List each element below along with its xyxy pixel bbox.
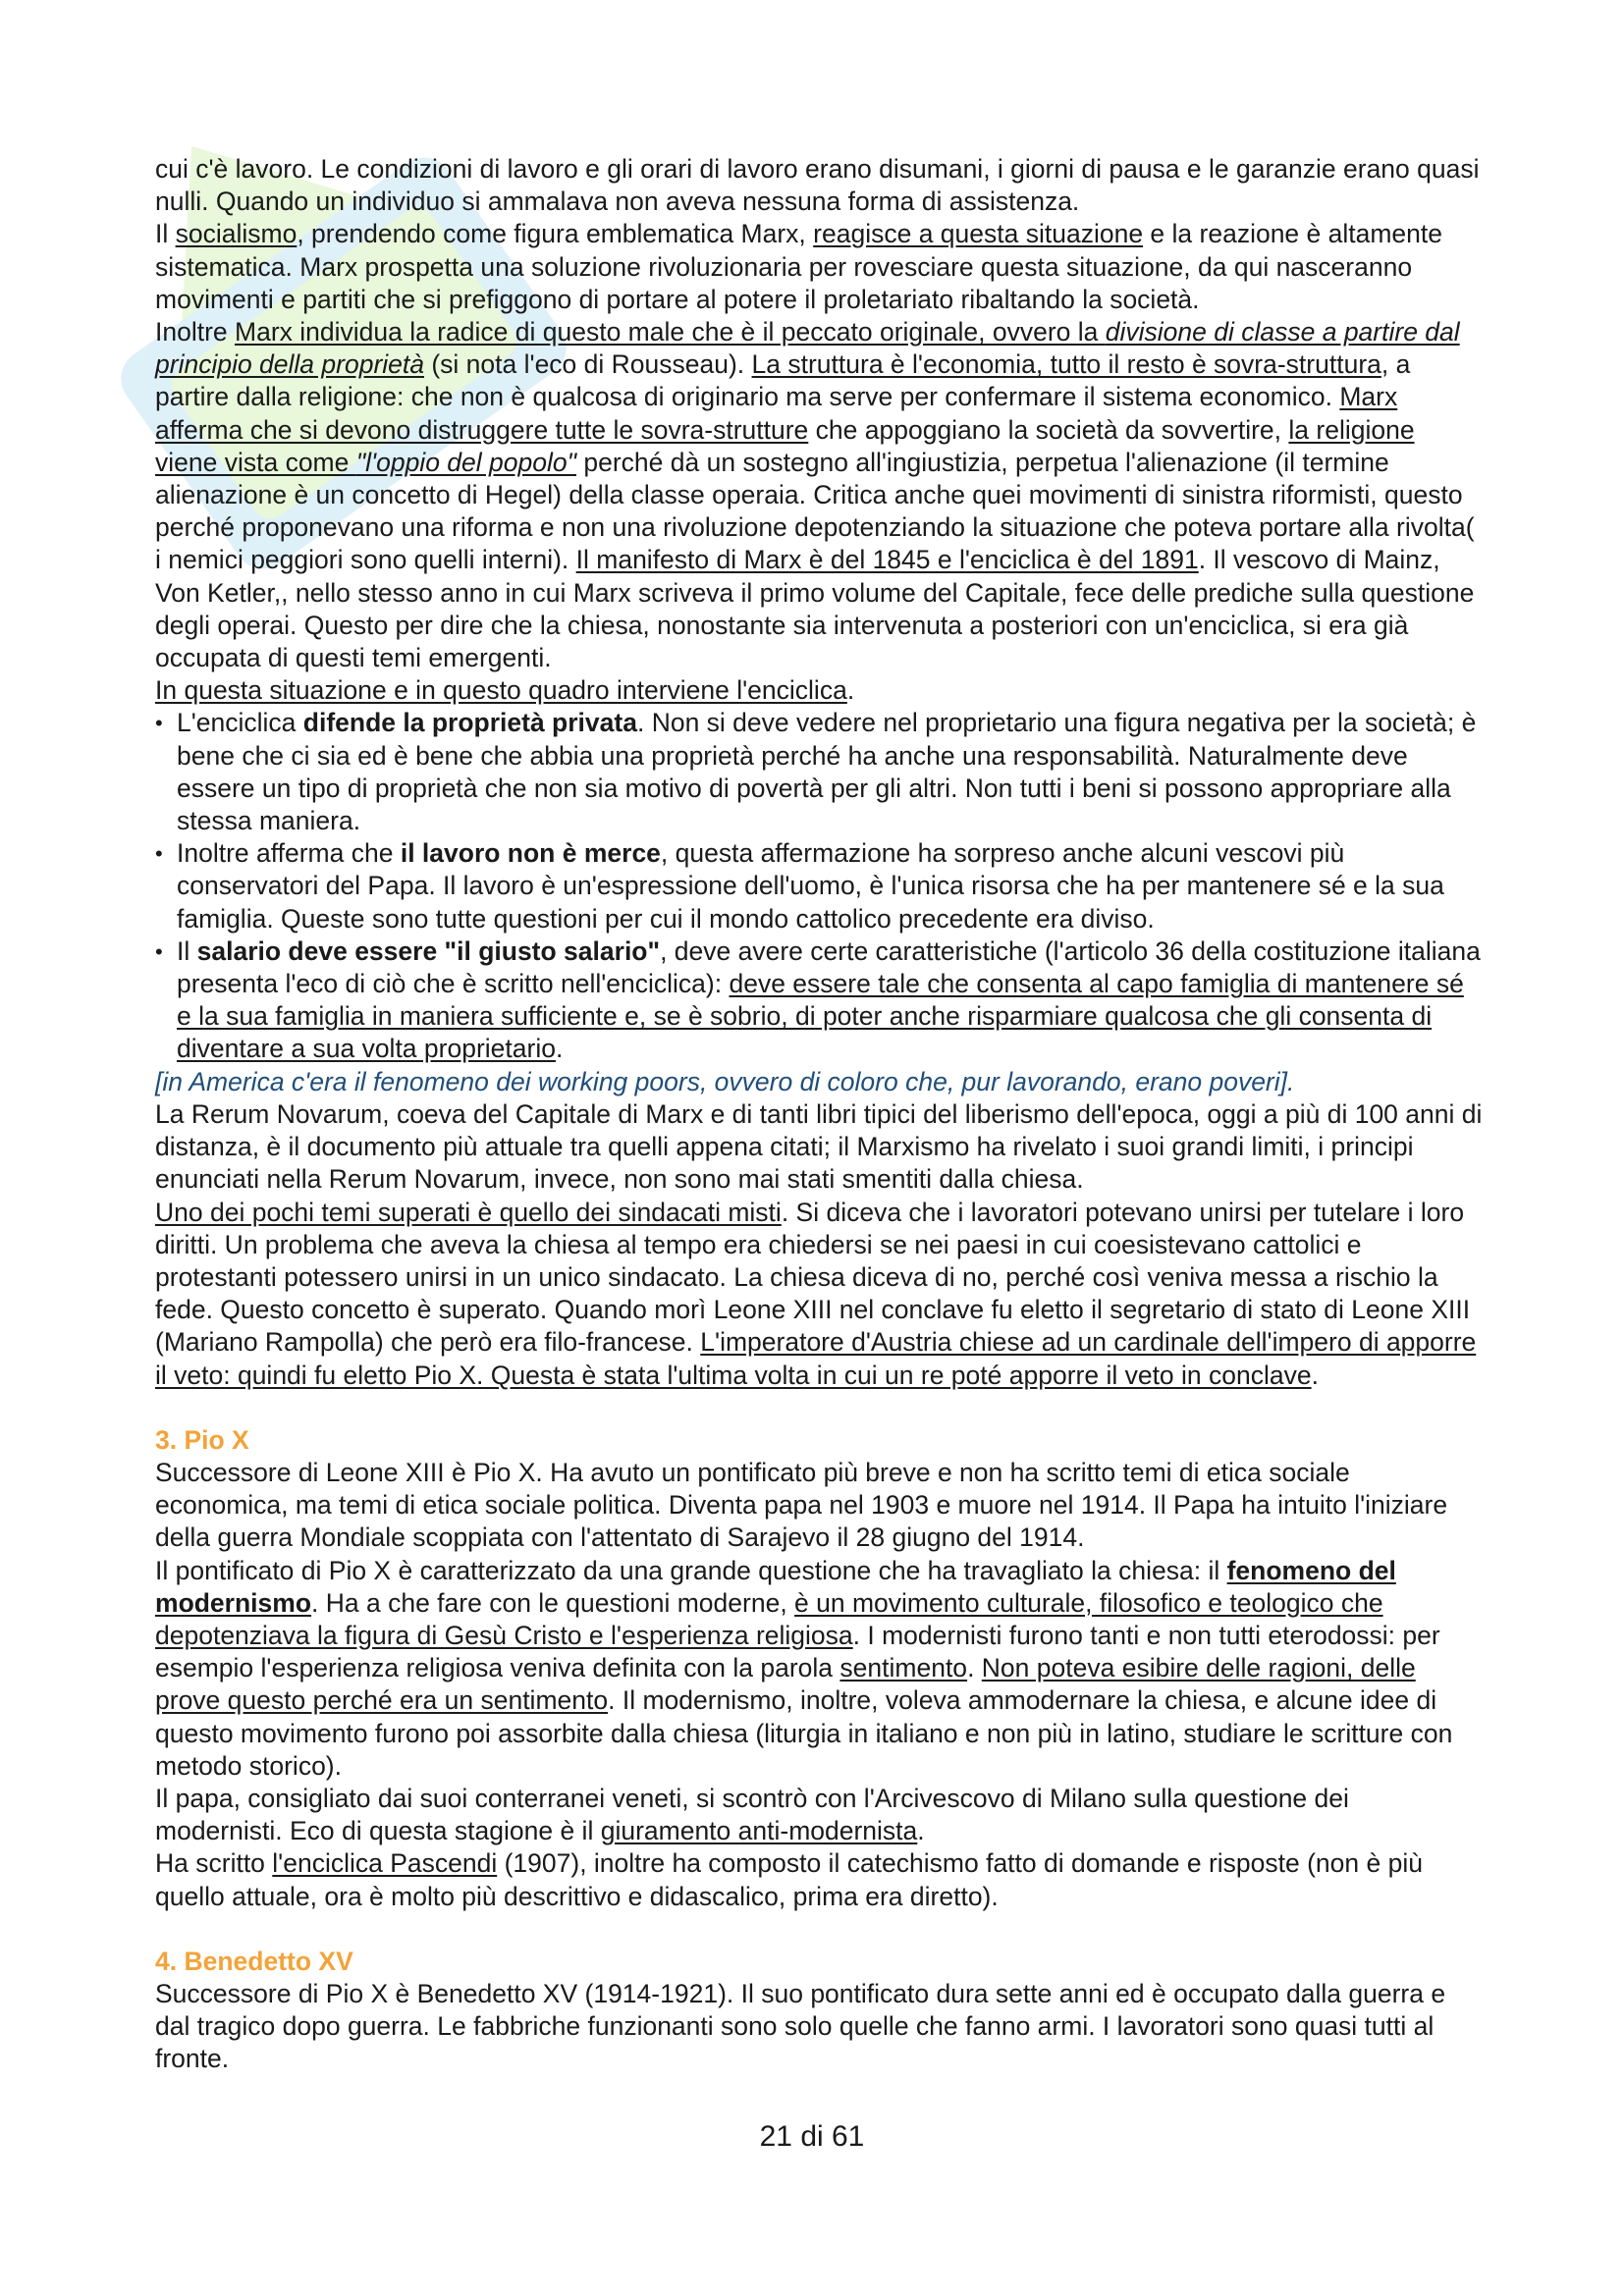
paragraph: Successore di Leone XIII è Pio X. Ha avuto un pontificato più breve e non ha scritto temi di etica sociale economica, ma temi di etica sociale politica. Diventa papa nel 1903 e muore nel 1914. Il Papa ha intuito l'iniziare della guerra Mondiale scoppiata con l'attentato di Sarajevo il 28 giugno del 1914. [155,1457,1448,1553]
page-number: 21 di 61 [759,2120,865,2153]
paragraph: Il papa, consigliato dai suoi conterranei veneti, si scontrò con l'Arcivescovo di Milano sulla questione dei modernisti. Eco di questa stagione è il giuramento anti-modernista. [155,1783,1349,1846]
paragraph: Inoltre Marx individua la radice di questo male che è il peccato originale, ovvero la divisione di classe a partire dal principio della proprietà (si nota l'eco di Rousseau). La struttura è l'economia, tutto il resto è sovra-struttura, a partire dalla religione: che non è qualcosa di originario ma serve per confermare il sistema economico. Marx afferma che si devono distruggere tutte le sovra-strutture che appoggiano la società da sovvertire, la religione viene vista come "l'oppio del popolo" perché dà un sostegno all'ingiustizia, perpetua l'alienazione (il termine alienazione è un concetto di Hegel) della classe operaia. Critica anche quei movimenti di sinistra riformisti, questo perché proponevano una riforma e non una rivoluzione depotenziando la situazione che poteva portare alla rivolta( i nemici peggiori sono quelli interni). Il manifesto di Marx è del 1845 e l'enciclica è del 1891. Il vescovo di Mainz, Von Ketler,, nello stesso anno in cui Marx scriveva il primo volume del Capitale, fece delle prediche sulla questione degli operai. Questo per dire che la chiesa, nonostante sia intervenuta a posteriori con un'enciclica, si era già occupata di questi temi emergenti. [155,317,1475,673]
bullet-list [155,707,1483,1065]
paragraph: Ha scritto l'enciclica Pascendi (1907), inoltre ha composto il catechismo fatto di domande e risposte (non è più quello attuale, ora è molto più descrittivo e didascalico, prima era diretto). [155,1848,1423,1911]
paragraph: Il pontificato di Pio X è caratterizzato da una grande questione che ha travagliato la chiesa: il fenomeno del modernismo. Ha a che fare con le questioni moderne, è un movimento culturale, filosofico e teologico che depotenziava la figura di Gesù Cristo e l'esperienza religiosa. I modernisti furono tanti e non tutti eterodossi: per esempio l'esperienza religiosa veniva definita con la parola sentimento. Non poteva esibire delle ragioni, delle prove questo perché era un sentimento. Il modernismo, inoltre, voleva ammodernare la chiesa, e alcune idee di questo movimento furono poi assorbite dalla chiesa (liturgia in italiano e non più in latino, studiare le scritture con metodo storico). [155,1555,1453,1781]
paragraph: Uno dei pochi temi superati è quello dei sindacati misti. Si diceva che i lavoratori potevano unirsi per tutelare i loro diritti. Un problema che aveva la chiesa al tempo era chiedersi se nei paesi in cui coesistevano cattolici e protestanti potessero unirsi in un unico sindacato. La chiesa diceva di no, perché così veniva messa a rischio la fede. Questo concetto è superato. Quando morì Leone XIII nel conclave fu eletto il segretario di stato di Leone XIII (Mariano Rampolla) che però era filo-francese. L'imperatore d'Austria chiese ad un cardinale dell'impero di apporre il veto: quindi fu eletto Pio X. Questa è stata l'ultima volta in cui un re poté apporre il veto in conclave. [155,1197,1477,1390]
document-page [155,153,1483,2076]
section-heading-benedetto-xv: 4. Benedetto XV [155,1946,353,1976]
list-item: • Inoltre afferma che il lavoro non è merce, questa affermazione ha sorpreso anche alcuni vescovi più conservatori del Papa. Il lavoro è un'espressione dell'uomo, è l'unica risorsa che ha per mantenere sé e la sua famiglia. Queste sono tutte questioni per cui il mondo cattolico precedente era diviso. [155,837,1483,935]
list-item: • Il salario deve essere "il giusto salario", deve avere certe caratteristiche (l'articolo 36 della costituzione italiana presenta l'eco di ciò che è scritto nell'enciclica): deve essere tale che consenta al capo famiglia di mantenere sé e la sua famiglia in maniera sufficiente e, se è sobrio, di poter anche risparmiare qualcosa che gli consenta di diventare a sua volta proprietario. [155,935,1483,1066]
paragraph: In questa situazione e in questo quadro interviene l'enciclica. [155,675,855,706]
italic-note: [in America c'era il fenomeno dei working poors, ovvero di coloro che, pur lavorando, erano poveri]. [155,1066,1295,1096]
paragraph: La Rerum Novarum, coeva del Capitale di Marx e di tanti libri tipici del liberismo dell'epoca, oggi a più di 100 anni di distanza, è il documento più attuale tra quelli appena citati; il Marxismo ha rivelato i suoi grandi limiti, i principi enunciati nella Rerum Novarum, invece, non sono mai stati smentiti dalla chiesa. [155,1098,1483,1195]
paragraph: Il socialismo, prendendo come figura emblematica Marx, reagisce a questa situazione e la reazione è altamente sistematica. Marx prospetta una soluzione rivoluzionaria per rovesciare questa situazione, da qui nasceranno movimenti e partiti che si prefiggono di portare al potere il proletariato ribaltando la società. [155,219,1443,314]
paragraph: Successore di Pio X è Benedetto XV (1914-1921). Il suo pontificato dura sette anni ed è occupato dalla guerra e dal tragico dopo guerra. Le fabbriche funzionanti sono solo quelle che fanno armi. I lavoratori sono quasi tutti al fronte. [155,1978,1446,2074]
section-heading-pio-x: 3. Pio X [155,1424,249,1455]
list-item: • L'enciclica difende la proprietà privata. Non si deve vedere nel proprietario una figura negativa per la società; è bene che ci sia ed è bene che abbia una proprietà perché ha anche una responsabilità. Naturalmente deve essere un tipo di proprietà che non sia motivo di povertà per gli altri. Non tutti i beni si possono appropriare alla stessa maniera. [155,707,1483,837]
paragraph: cui c'è lavoro. Le condizioni di lavoro e gli orari di lavoro erano disumani, i giorni di pausa e le garanzie erano quasi nulli. Quando un individuo si ammalava non aveva nessuna forma di assistenza. [155,154,1480,217]
